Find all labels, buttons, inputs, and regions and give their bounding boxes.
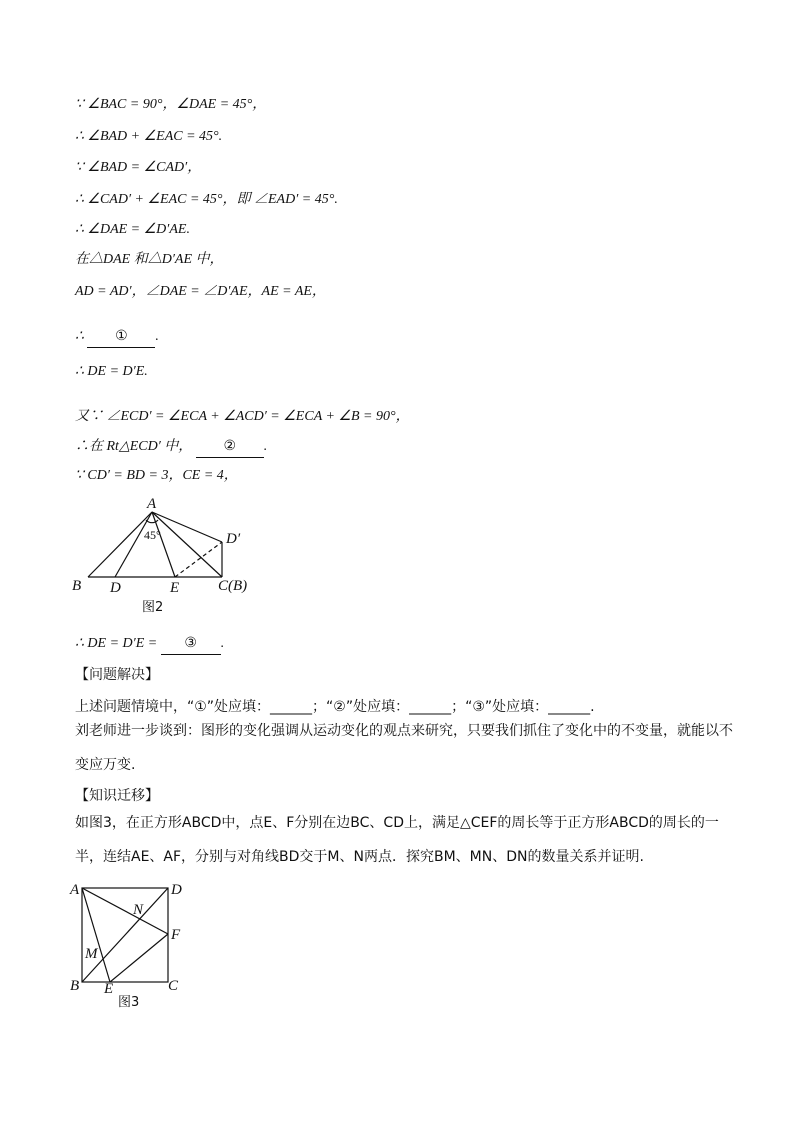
- proof-line-11-text: ∴在 Rt△ECD′ 中，: [75, 439, 193, 454]
- label-e: E: [170, 580, 180, 596]
- label-d: D: [171, 882, 182, 898]
- diagonal-bd: [82, 888, 168, 982]
- segment-ed-prime-dashed: [175, 542, 222, 577]
- proof-line-9: ∴ DE = D′E.: [75, 364, 148, 379]
- proof-line-2: ∴ ∠BAD + ∠EAC = 45°.: [75, 129, 223, 144]
- figure-2-caption: 图2: [142, 600, 164, 615]
- label-d-prime: D′: [226, 531, 241, 547]
- proof-line-10: 又∵ ∠ECD′ = ∠ECA + ∠ACD′ = ∠ECA + ∠B = 90°，: [75, 409, 410, 424]
- label-m: M: [85, 946, 98, 962]
- proof-line-12: ∵ CD′ = BD = 3，CE = 4，: [75, 468, 238, 483]
- answer-blank-1[interactable]: ①: [87, 327, 155, 348]
- figure-3: [60, 878, 200, 1013]
- proof-line-7: AD = AD′，∠DAE = ∠D′AE，AE = AE，: [75, 284, 326, 299]
- figure-3-caption: 图3: [118, 995, 140, 1010]
- proof-line-1: ∵ ∠BAC = 90°，∠DAE = 45°，: [75, 97, 267, 112]
- therefore-symbol: ∴: [75, 329, 84, 344]
- segment-ac: [152, 512, 222, 577]
- proof-line-3: ∵ ∠BAD = ∠CAD′，: [75, 160, 202, 175]
- section-heading-problem-solving: 【问题解决】: [75, 667, 159, 683]
- question-fill-in: 上述问题情境中，“①”处应填：______；“②”处应填：______；“③”处应填：______.: [75, 699, 595, 715]
- period: .: [263, 439, 268, 454]
- proof-line-5: ∴ ∠DAE = ∠D′AE.: [75, 222, 190, 237]
- label-a: A: [70, 882, 80, 898]
- label-e: E: [104, 981, 114, 997]
- label-d: D: [110, 580, 121, 596]
- label-c-b: C(B): [218, 578, 248, 594]
- proof-line-13: [75, 634, 224, 655]
- label-a: A: [147, 496, 157, 512]
- label-b: B: [70, 978, 80, 994]
- proof-line-8: [75, 327, 159, 348]
- teacher-remark: 刘老师进一步谈到：图形的变化强调从运动变化的观点来研究，只要我们抓住了变化中的不变量，就能以不变应万变.: [75, 723, 733, 773]
- label-f: F: [171, 927, 181, 943]
- answer-blank-2[interactable]: ②: [196, 437, 264, 458]
- section-heading-transfer: 【知识迁移】: [75, 788, 159, 804]
- proof-line-11: [75, 437, 267, 458]
- label-b: B: [72, 578, 82, 594]
- proof-line-4: ∴ ∠CAD′ + ∠EAC = 45°，即 ∠EAD′ = 45°.: [75, 192, 338, 207]
- answer-blank-3[interactable]: ③: [161, 634, 221, 655]
- segment-af: [82, 888, 168, 934]
- period: .: [220, 636, 225, 651]
- label-angle-45: 45°: [144, 528, 161, 542]
- proof-line-13-text: ∴ DE = D′E =: [75, 636, 158, 651]
- figure-2: [60, 492, 290, 617]
- period: .: [155, 329, 159, 344]
- transfer-problem: 如图3，在正方形ABCD中，点E、F分别在边BC、CD上，满足△CEF的周长等于正方形ABCD的周长的一半，连结AE、AF，分别与对角线BD交于M、N两点．探究BM、MN、DN的数量关系并证明.: [75, 815, 719, 865]
- label-c: C: [168, 978, 179, 994]
- segment-ae: [82, 888, 110, 982]
- label-n: N: [133, 902, 144, 918]
- proof-line-6: 在△DAE 和△D′AE 中，: [75, 252, 224, 267]
- segment-ad-prime: [152, 512, 222, 542]
